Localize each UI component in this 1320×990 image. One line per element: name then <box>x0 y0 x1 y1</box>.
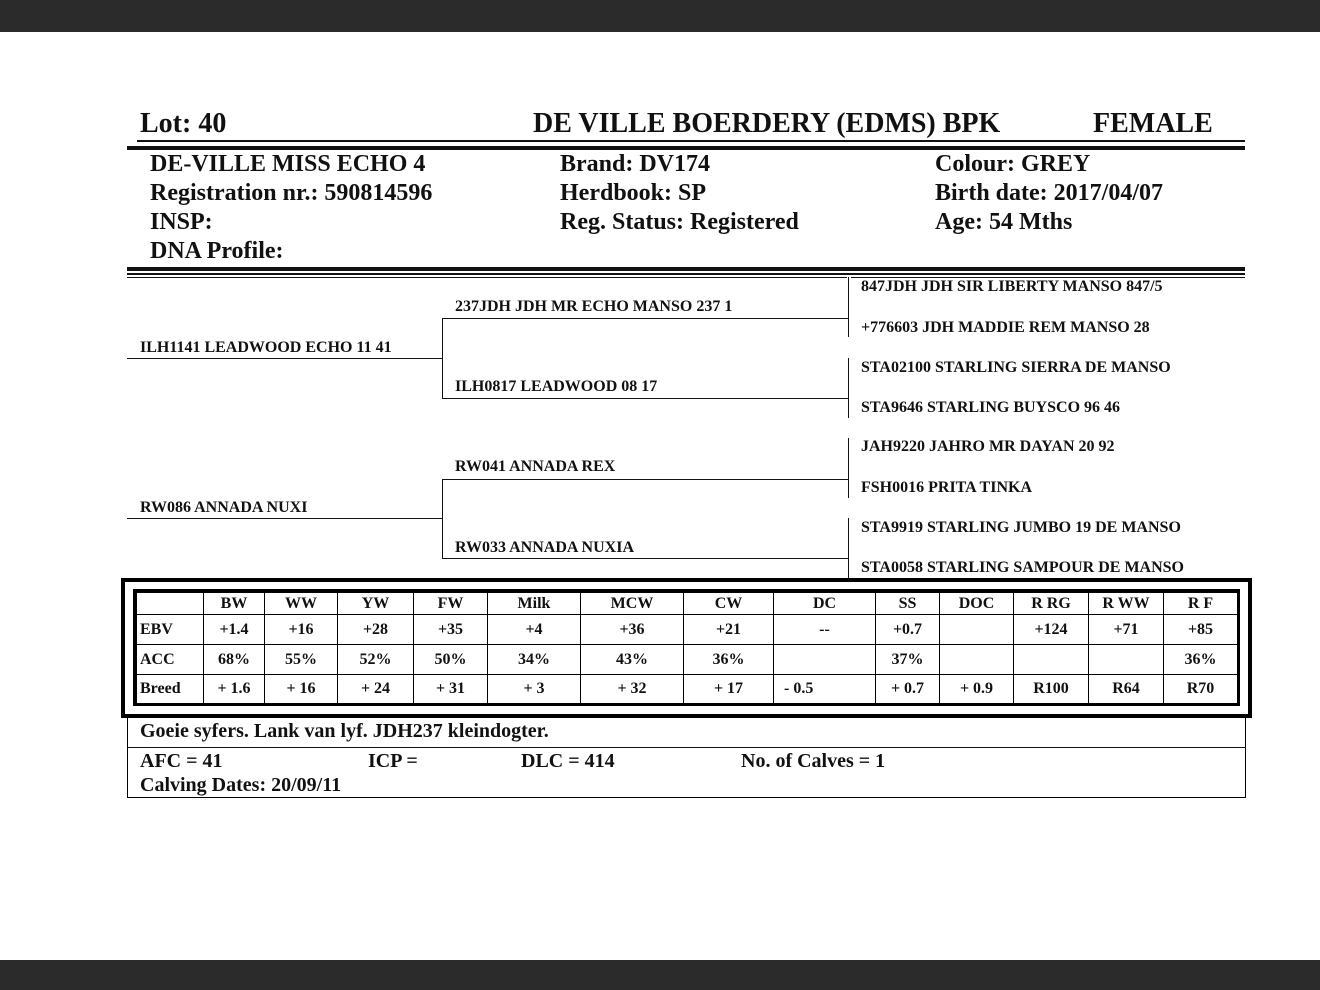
table-cell: R70 <box>1164 675 1238 704</box>
calves-count: No. of Calves = 1 <box>741 750 886 772</box>
icp-value: ICP = <box>368 750 418 772</box>
table-cell: ACC <box>137 645 204 675</box>
pedigree-dam-dam: RW033 ANNADA NUXIA <box>455 539 634 556</box>
dna-profile-label: DNA Profile: <box>150 238 284 264</box>
brand: Brand: DV174 <box>560 151 711 177</box>
dlc-value: DLC = 414 <box>521 750 615 772</box>
pedigree-ggp: STA02100 STARLING SIERRA DE MANSO <box>861 359 1171 376</box>
header-bottom-rule <box>127 267 1245 271</box>
table-header: FW <box>414 593 488 615</box>
table-header: R RG <box>1014 593 1089 615</box>
pedigree-ggp: 847JDH JDH SIR LIBERTY MANSO 847/5 <box>861 278 1163 295</box>
table-cell: - 0.5 <box>774 675 876 704</box>
table-cell: EBV <box>137 615 204 645</box>
table-header: MCW <box>581 593 684 615</box>
table-header: YW <box>338 593 414 615</box>
birth-date: Birth date: 2017/04/07 <box>935 180 1163 206</box>
table-cell: + 3 <box>488 675 581 704</box>
pedigree-ggp: STA9646 STARLING BUYSCO 96 46 <box>861 399 1121 416</box>
table-cell: + 17 <box>684 675 774 704</box>
table-cell: 36% <box>684 645 774 675</box>
table-cell: +71 <box>1089 615 1164 645</box>
viewer-top-bar <box>0 0 1320 32</box>
table-header: DC <box>774 593 876 615</box>
table-cell: 50% <box>414 645 488 675</box>
pedigree-ggp: +776603 JDH MADDIE REM MANSO 28 <box>861 319 1150 336</box>
pedigree-ggp: JAH9220 JAHRO MR DAYAN 20 92 <box>861 438 1115 455</box>
table-cell: R64 <box>1089 675 1164 704</box>
table-row <box>137 615 1238 645</box>
pedigree-ggp: FSH0016 PRITA TINKA <box>861 479 1032 496</box>
table-cell: Breed <box>137 675 204 704</box>
table-cell: + 32 <box>581 675 684 704</box>
table-cell: 43% <box>581 645 684 675</box>
table-cell: 55% <box>265 645 338 675</box>
colour: Colour: GREY <box>935 151 1091 177</box>
herdbook: Herdbook: SP <box>560 180 707 206</box>
table-cell: + 0.9 <box>940 675 1014 704</box>
table-cell <box>774 645 876 675</box>
table-header: Milk <box>488 593 581 615</box>
pedigree-ggp: STA0058 STARLING SAMPOUR DE MANSO <box>861 559 1184 576</box>
title-underline <box>137 140 1245 142</box>
pedigree-sire-dam: ILH0817 LEADWOOD 08 17 <box>455 378 658 395</box>
pedigree-ggp: STA9919 STARLING JUMBO 19 DE MANSO <box>861 519 1181 536</box>
table-header: R WW <box>1089 593 1164 615</box>
table-cell: 36% <box>1164 645 1238 675</box>
comment-text: Goeie syfers. Lank van lyf. JDH237 kleindogter. <box>140 720 549 742</box>
table-cell <box>940 645 1014 675</box>
table-cell <box>1014 645 1089 675</box>
header-bottom-rule-thin <box>127 273 1245 275</box>
afc-value: AFC = 41 <box>140 750 223 772</box>
table-cell: +35 <box>414 615 488 645</box>
header-top-rule <box>127 146 1245 150</box>
table-cell: + 1.6 <box>204 675 265 704</box>
table-cell: +0.7 <box>876 615 940 645</box>
table-cell: 68% <box>204 645 265 675</box>
table-cell: + 31 <box>414 675 488 704</box>
table-row <box>137 645 1238 675</box>
registration-status: Reg. Status: Registered <box>560 209 799 235</box>
pedigree-sire-sire: 237JDH JDH MR ECHO MANSO 237 1 <box>455 298 733 315</box>
table-cell: +28 <box>338 615 414 645</box>
table-header: WW <box>265 593 338 615</box>
table-header: BW <box>204 593 265 615</box>
table-cell: + 0.7 <box>876 675 940 704</box>
owner-name: DE VILLE BOERDERY (EDMS) BPK <box>533 108 1001 139</box>
table-cell: 37% <box>876 645 940 675</box>
table-cell: + 16 <box>265 675 338 704</box>
ebv-header-row <box>137 593 1238 615</box>
animal-sex: FEMALE <box>1093 108 1213 139</box>
table-cell: +85 <box>1164 615 1238 645</box>
age: Age: 54 Mths <box>935 209 1073 235</box>
registration-number: Registration nr.: 590814596 <box>150 180 433 206</box>
notes-divider <box>127 747 1246 748</box>
table-cell: +36 <box>581 615 684 645</box>
table-cell <box>940 615 1014 645</box>
table-cell: +124 <box>1014 615 1089 645</box>
table-cell: R100 <box>1014 675 1089 704</box>
table-header <box>137 593 204 615</box>
table-cell: +1.4 <box>204 615 265 645</box>
table-cell <box>1089 645 1164 675</box>
lot-number: Lot: 40 <box>140 108 227 139</box>
table-header: CW <box>684 593 774 615</box>
table-cell: -- <box>774 615 876 645</box>
pedigree-sire: ILH1141 LEADWOOD ECHO 11 41 <box>140 339 392 356</box>
table-header: DOC <box>940 593 1014 615</box>
insp-label: INSP: <box>150 209 213 235</box>
pedigree-dam-sire: RW041 ANNADA REX <box>455 458 616 475</box>
animal-name: DE-VILLE MISS ECHO 4 <box>150 151 426 177</box>
table-cell: +21 <box>684 615 774 645</box>
table-cell: 52% <box>338 645 414 675</box>
viewer-bottom-bar <box>0 960 1320 990</box>
ebv-table <box>136 592 1238 704</box>
table-cell: + 24 <box>338 675 414 704</box>
table-cell: 34% <box>488 645 581 675</box>
table-header: SS <box>876 593 940 615</box>
table-cell: +16 <box>265 615 338 645</box>
table-cell: +4 <box>488 615 581 645</box>
table-header: R F <box>1164 593 1238 615</box>
pedigree-dam: RW086 ANNADA NUXI <box>140 499 308 516</box>
calving-dates: Calving Dates: 20/09/11 <box>140 774 342 796</box>
table-row <box>137 675 1238 704</box>
